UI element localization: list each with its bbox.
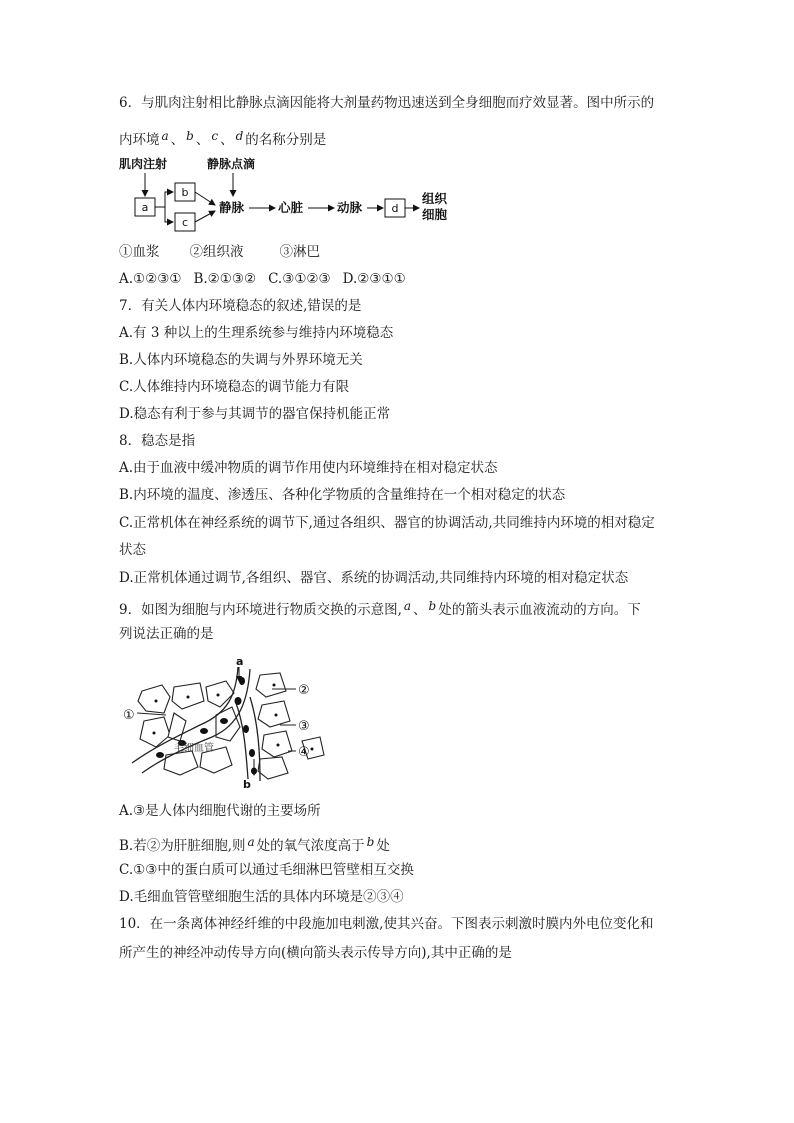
label-a: a bbox=[236, 655, 244, 668]
q6-option-b[interactable]: B.②①③② bbox=[193, 271, 257, 287]
box-a-label: a bbox=[141, 201, 149, 214]
box-b-label: b bbox=[181, 186, 189, 199]
q7-option-a[interactable]: A.有 3 种以上的生理系统参与维持内环境稳态 bbox=[119, 325, 394, 341]
q9-option-b[interactable] bbox=[119, 833, 390, 855]
sep: 、 bbox=[413, 602, 427, 618]
q7-stem: 7．有关人体内环境稳态的叙述,错误的是 bbox=[119, 298, 362, 314]
q7-option-d[interactable]: D.稳态有利于参与其调节的器官保持机能正常 bbox=[119, 406, 391, 422]
q7-option-b[interactable]: B.人体内环境稳态的失调与外界环境无关 bbox=[119, 352, 363, 368]
q6-suffix: 的名称分别是 bbox=[245, 132, 327, 148]
q6-stem-line1: 6．与肌肉注射相比静脉点滴因能将大剂量药物迅速送到全身细胞而疗效显著。图中所示的 bbox=[119, 95, 655, 111]
q9-option-b-suffix: 处 bbox=[376, 838, 390, 854]
q6-options bbox=[119, 270, 406, 288]
mark-1: ① bbox=[123, 708, 135, 723]
label-tissue-2: 细胞 bbox=[422, 207, 448, 222]
var-b: b bbox=[186, 129, 194, 143]
q9-option-b-prefix: B.若②为肝脏细胞,则 bbox=[119, 838, 246, 854]
q9-option-d[interactable]: D.毛细血管管壁细胞生活的具体内环境是②③④ bbox=[119, 889, 404, 905]
var-b: b bbox=[428, 599, 437, 613]
sep: 、 bbox=[195, 132, 210, 148]
q6-prefix: 内环境 bbox=[119, 132, 160, 148]
label-artery: 动脉 bbox=[337, 200, 363, 215]
q6-legend bbox=[119, 243, 320, 261]
box-c-label: c bbox=[181, 216, 189, 229]
label-capillary: 毛细血管 bbox=[174, 743, 214, 754]
var-c: c bbox=[211, 129, 219, 143]
q9-stem-line2: 列说法正确的是 bbox=[119, 626, 214, 642]
legend-plasma: ①血浆 bbox=[119, 244, 160, 260]
q7-option-c[interactable]: C.人体维持内环境稳态的调节能力有限 bbox=[119, 379, 350, 395]
q10-stem-line1: 10．在一条离体神经纤维的中段施加电刺激,使其兴奋。下图表示刺激时膜内外电位变化和 bbox=[119, 916, 654, 932]
q9-option-a[interactable]: A.③是人体内细胞代谢的主要场所 bbox=[119, 803, 321, 819]
mark-2: ② bbox=[298, 683, 310, 698]
q8-option-d[interactable]: D.正常机体通过调节,各组织、器官、系统的协调活动,共同维持内环境的相对稳定状态 bbox=[119, 570, 629, 586]
label-b: b bbox=[243, 778, 251, 791]
q9-cell-diagram bbox=[120, 655, 325, 793]
legend-tissue-fluid: ②组织液 bbox=[189, 244, 244, 260]
sep: 、 bbox=[220, 132, 234, 148]
label-heart: 心脏 bbox=[278, 200, 304, 215]
sep: 、 bbox=[170, 132, 185, 148]
q8-stem: 8．稳态是指 bbox=[119, 433, 196, 449]
q8-option-c-cont: 状态 bbox=[119, 542, 146, 558]
q6-stem-line2 bbox=[119, 127, 326, 149]
q6-option-d[interactable]: D.②③①① bbox=[342, 271, 406, 287]
var-a: a bbox=[161, 129, 169, 143]
q8-option-a[interactable]: A.由于血液中缓冲物质的调节作用使内环境维持在相对稳定状态 bbox=[119, 460, 498, 476]
q6-flow-diagram bbox=[115, 152, 455, 240]
label-tissue-1: 组织 bbox=[422, 191, 448, 206]
q9-stem-line1 bbox=[119, 597, 641, 619]
q6-option-a[interactable]: A.①②③① bbox=[119, 271, 182, 287]
q8-option-c[interactable]: C.正常机体在神经系统的调节下,通过各组织、器官的协调活动,共同维持内环境的相对稳定 bbox=[119, 515, 655, 531]
mark-4: ④ bbox=[298, 745, 310, 760]
box-d-label: d bbox=[391, 202, 399, 215]
q9-suffix: 处的箭头表示血液流动的方向。下 bbox=[438, 602, 641, 618]
label-vein: 静脉 bbox=[219, 200, 245, 215]
var-b: b bbox=[366, 835, 375, 849]
legend-lymph: ③淋巴 bbox=[279, 244, 320, 260]
mark-3: ③ bbox=[298, 719, 310, 734]
label-intramuscular: 肌肉注射 bbox=[119, 157, 168, 171]
q9-prefix: 9．如图为细胞与内环境进行物质交换的示意图, bbox=[119, 602, 402, 618]
q9-option-c[interactable]: C.①③中的蛋白质可以通过毛细淋巴管壁相互交换 bbox=[119, 862, 414, 878]
q8-option-b[interactable]: B.内环境的温度、渗透压、各种化学物质的含量维持在一个相对稳定的状态 bbox=[119, 487, 566, 503]
label-iv-drip: 静脉点滴 bbox=[207, 157, 256, 171]
q10-stem-line2: 所产生的神经冲动传导方向(横向箭头表示传导方向),其中正确的是 bbox=[119, 945, 512, 961]
var-a: a bbox=[247, 835, 255, 849]
q6-option-c[interactable]: C.③①②③ bbox=[268, 271, 331, 287]
q9-option-b-mid: 处的氧气浓度高于 bbox=[256, 838, 365, 854]
var-a: a bbox=[403, 599, 412, 613]
var-d: d bbox=[235, 129, 244, 143]
